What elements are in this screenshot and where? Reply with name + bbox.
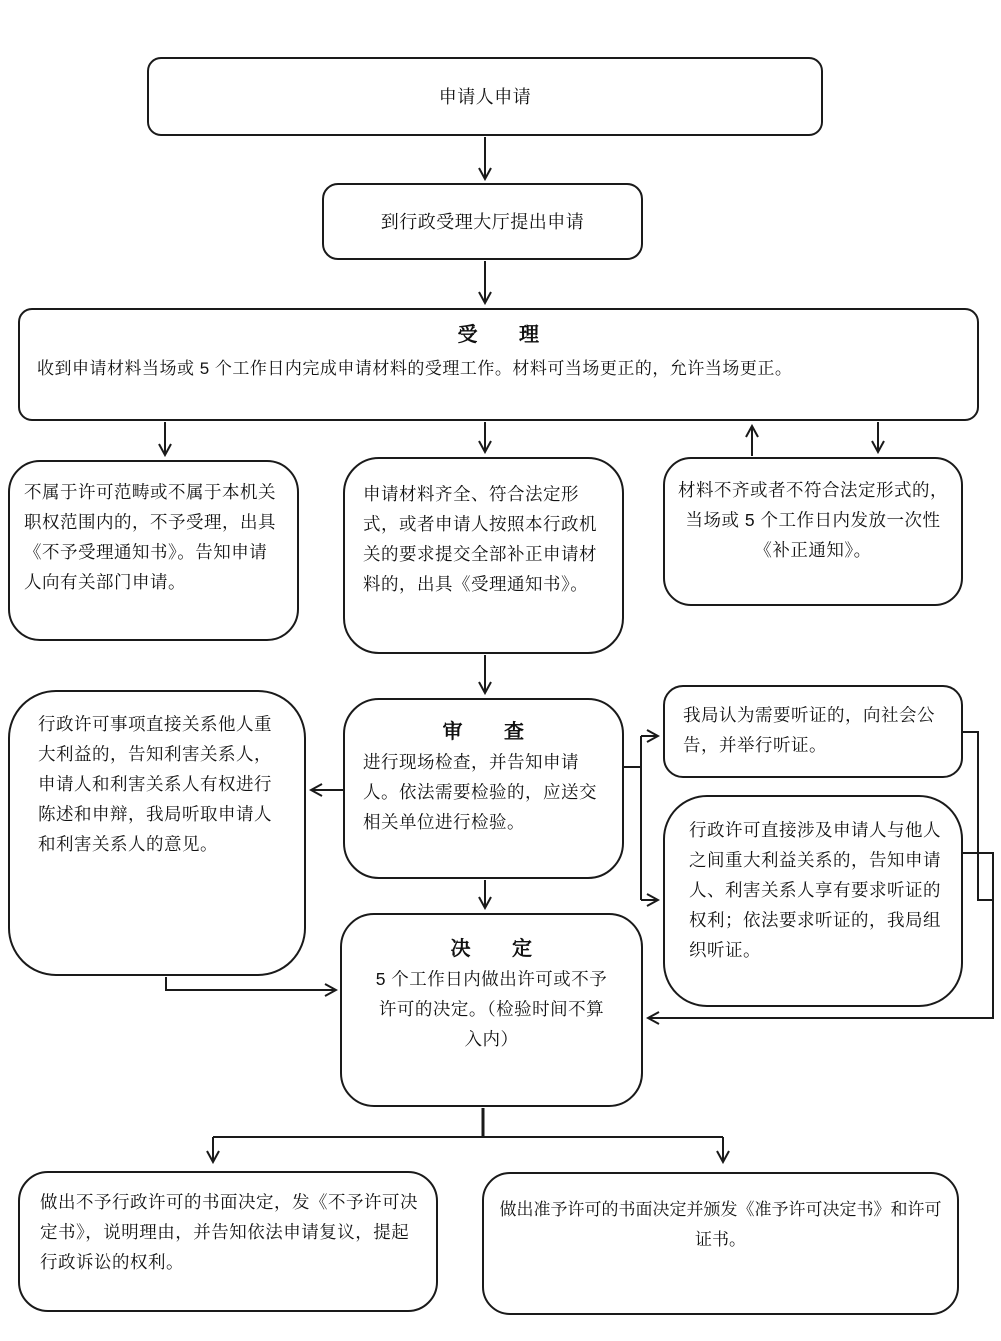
- node-deny-decision-label: 做出不予行政许可的书面决定，发《不予许可决定书》，说明理由，并告知依法申请复议，提起行政诉讼的权利。: [40, 1192, 418, 1272]
- node-applicant-label: 申请人申请: [438, 86, 532, 107]
- node-supplement-notice-label: 材料不齐或者不符合法定形式的，当场或 5 个工作日内发放一次性《补正通知》。: [678, 480, 948, 560]
- node-stakeholder-notice: [8, 690, 306, 976]
- node-receipt-notice: [343, 457, 624, 654]
- arrow-stakeholder-to-decision: [166, 977, 336, 990]
- node-grant-decision-label: 做出准予许可的书面决定并颁发《准予许可决定书》和许可证书。: [499, 1200, 942, 1249]
- node-hearing-rights: [663, 795, 963, 1007]
- node-public-hearing-label: 我局认为需要听证的，向社会公告，并举行听证。: [683, 705, 935, 755]
- node-accept: [18, 308, 979, 421]
- node-decision-body: 5 个工作日内做出许可或不予许可的决定。（检验时间不算入内）: [375, 969, 608, 1049]
- node-review-body: 进行现场检查，并告知申请人。依法需要检验的，应送交相关单位进行检验。: [363, 752, 597, 832]
- node-hall-label: 到行政受理大厅提出申请: [380, 211, 585, 232]
- node-hall: [322, 183, 643, 260]
- node-decision: [340, 913, 643, 1107]
- node-accept-body: 收到申请材料当场或 5 个工作日内完成申请材料的受理工作。材料可当场更正的，允许当场更正。: [37, 359, 793, 378]
- node-hearing-rights-label: 行政许可直接涉及申请人与他人之间重大利益关系的，告知申请人、利害关系人享有要求听证的权利；依法要求听证的，我局组织听证。: [689, 820, 941, 960]
- node-stakeholder-notice-label: 行政许可事项直接关系他人重大利益的，告知利害关系人，申请人和利害关系人有权进行陈述和申辩，我局听取申请人和利害关系人的意见。: [38, 714, 272, 854]
- connector-public-hearing-down: [963, 732, 993, 900]
- node-applicant: [147, 57, 823, 136]
- node-receipt-notice-label: 申请材料齐全、符合法定形式，或者申请人按照本行政机关的要求提交全部补正申请材料的，出具《受理通知书》。: [363, 484, 597, 594]
- node-decision-title: 决 定: [450, 938, 533, 960]
- node-public-hearing: [663, 685, 963, 778]
- node-review: [343, 698, 624, 879]
- node-grant-decision: [482, 1172, 959, 1315]
- node-supplement-notice: [663, 457, 963, 606]
- node-review-title: 审 查: [442, 721, 525, 743]
- connector-review-to-hearings-trunk: [624, 736, 641, 900]
- node-deny-decision: [18, 1171, 438, 1312]
- node-not-accepted-label: 不属于许可范畴或不属于本机关职权范围内的，不予受理，出具《不予受理通知书》。告知申请人向有关部门申请。: [24, 482, 276, 592]
- node-not-accepted: [8, 460, 299, 641]
- node-accept-title: 受 理: [457, 324, 540, 346]
